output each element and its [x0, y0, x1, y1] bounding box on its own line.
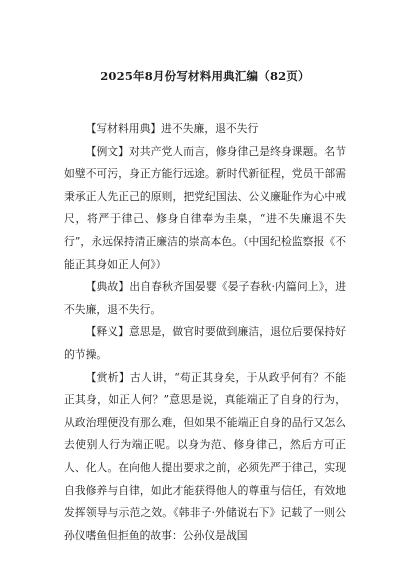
document-body	[64, 118, 346, 547]
paragraph-example: 【例文】对共产党人而言，修身律己是终身课题。名节如璧不可污，身正方能行远途。新时代新征程，党员干部需秉承正人先正己的原则，把党纪国法、公义廉耻作为心中戒尺，将严于律己、修身自律奉为圭臬，“进不失廉退不失行”，永远保持清正廉洁的崇高本色。（中国纪检监察报《不能正其身如正人何》）	[64, 144, 346, 271]
paragraph-heading: 【写材料用典】进不失廉，退不失行	[85, 122, 259, 135]
paragraph-allusion: 【典故】出自春秋齐国晏婴《晏子春秋·内篇问上》，进不失廉，退不失行。	[64, 280, 346, 316]
paragraph-interpretation: 【释义】意思是，做官时要做到廉洁，退位后要保持好的节操。	[64, 325, 346, 361]
paragraph-appreciation: 【赏析】古人讲，“苟正其身矣，于从政乎何有？不能正其身，如正人何？”意思是说，真能端正了自身的行为，从政治理便没有那么难，但如果不能端正自身的品行又怎么去使别人行为端正呢。以身为范、修身律己，然后方可正人、化人。在向他人提出要求之前，必须先严于律己，实现自我修养与自律，如此才能获得他人的尊重与信任，有效地发挥领导与示范之效。《韩非子·外储说右下》记载了一则公孙仪嗜鱼但拒鱼的故事：公孙仪是战国	[64, 370, 346, 542]
document-title: 2025年8月份写材料用典汇编（82页）	[100, 69, 310, 83]
